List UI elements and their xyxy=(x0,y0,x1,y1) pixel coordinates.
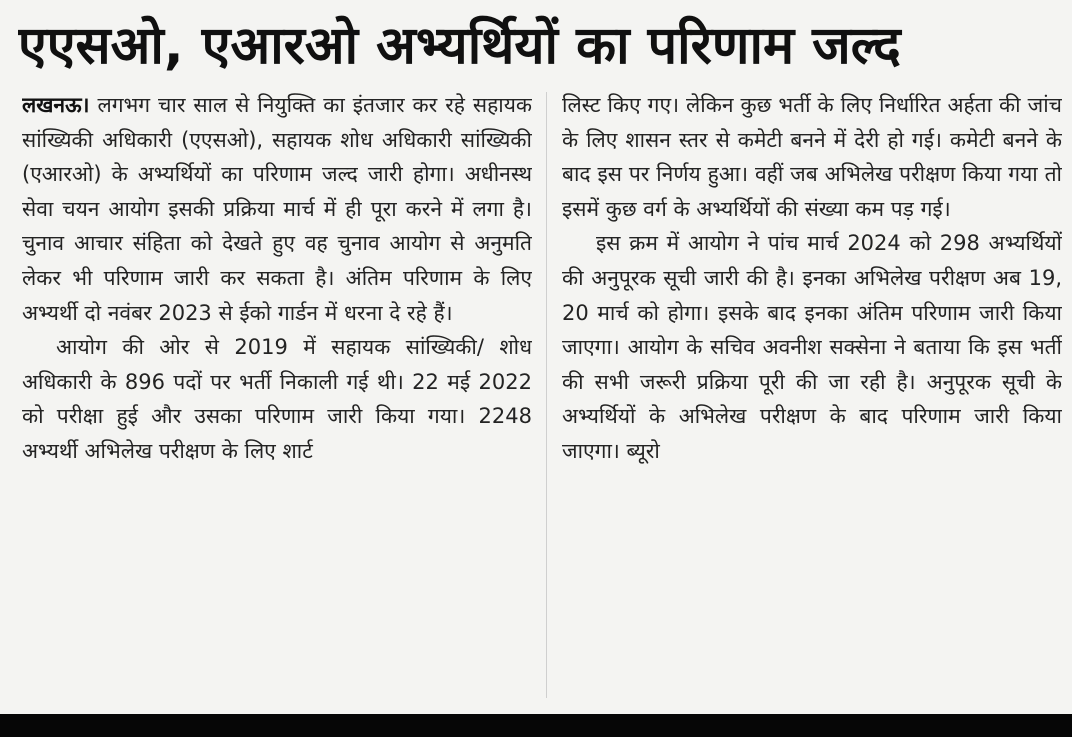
article-column-left xyxy=(22,88,532,708)
article-paragraph-3: लिस्ट किए गए। लेकिन कुछ भर्ती के लिए निर्धारित अर्हता की जांच के लिए शासन स्तर से कमेटी बनने में देरी हो गई। कमेटी बनने के बाद इस पर निर्णय हुआ। वहीं जब अभिलेख परीक्षण किया गया तो इसमें कुछ वर्ग के अभ्यर्थियों की संख्या कम पड़ गई। xyxy=(562,93,1062,221)
article-paragraph-1 xyxy=(22,88,532,330)
article-paragraph-1-text: लगभग चार साल से नियुक्ति का इंतजार कर रहे सहायक सांख्यिकी अधिकारी (एएसओ), सहायक शोध अधिकारी सांख्यिकी (एआरओ) के अभ्यर्थियों का परिणाम जल्द जारी होगा। अधीनस्थ सेवा चयन आयोग इसकी प्रक्रिया मार्च में ही पूरा करने में लगा है। चुनाव आचार संहिता को देखते हुए वह चुनाव आयोग से अनुमति लेकर भी परिणाम जारी कर सकता है। अंतिम परिणाम के लिए अभ्यर्थी दो नवंबर 2023 से ईको गार्डन में धरना दे रहे हैं। xyxy=(22,93,532,325)
article-column-right xyxy=(562,88,1062,708)
article-dateline: लखनऊ। xyxy=(22,93,90,117)
article-paragraph-4: इस क्रम में आयोग ने पांच मार्च 2024 को 298 अभ्यर्थियों की अनुपूरक सूची जारी की है। इनका अभिलेख परीक्षण अब 19, 20 मार्च को होगा। इसके बाद इनका अंतिम परिणाम जारी किया जाएगा। आयोग के सचिव अवनीश सक्सेना ने बताया कि इस भर्ती की सभी जरूरी प्रक्रिया पूरी की जा रही है। अनुपूरक सूची के अभ्यर्थियों के अभिलेख परीक्षण के बाद परिणाम जारी किया जाएगा। ब्यूरो xyxy=(562,231,1062,463)
article-paragraph-2: आयोग की ओर से 2019 में सहायक सांख्यिकी/ शोध अधिकारी के 896 पदों पर भर्ती निकाली गई थी। 22 मई 2022 को परीक्षा हुई और उसका परिणाम जारी किया गया। 2248 अभ्यर्थी अभिलेख परीक्षण के लिए शार्ट xyxy=(22,335,532,463)
bottom-black-bar xyxy=(0,714,1072,737)
column-divider xyxy=(546,92,547,698)
article-headline: एएसओ, एआरओ अभ्यर्थियों का परिणाम जल्द xyxy=(18,16,901,76)
